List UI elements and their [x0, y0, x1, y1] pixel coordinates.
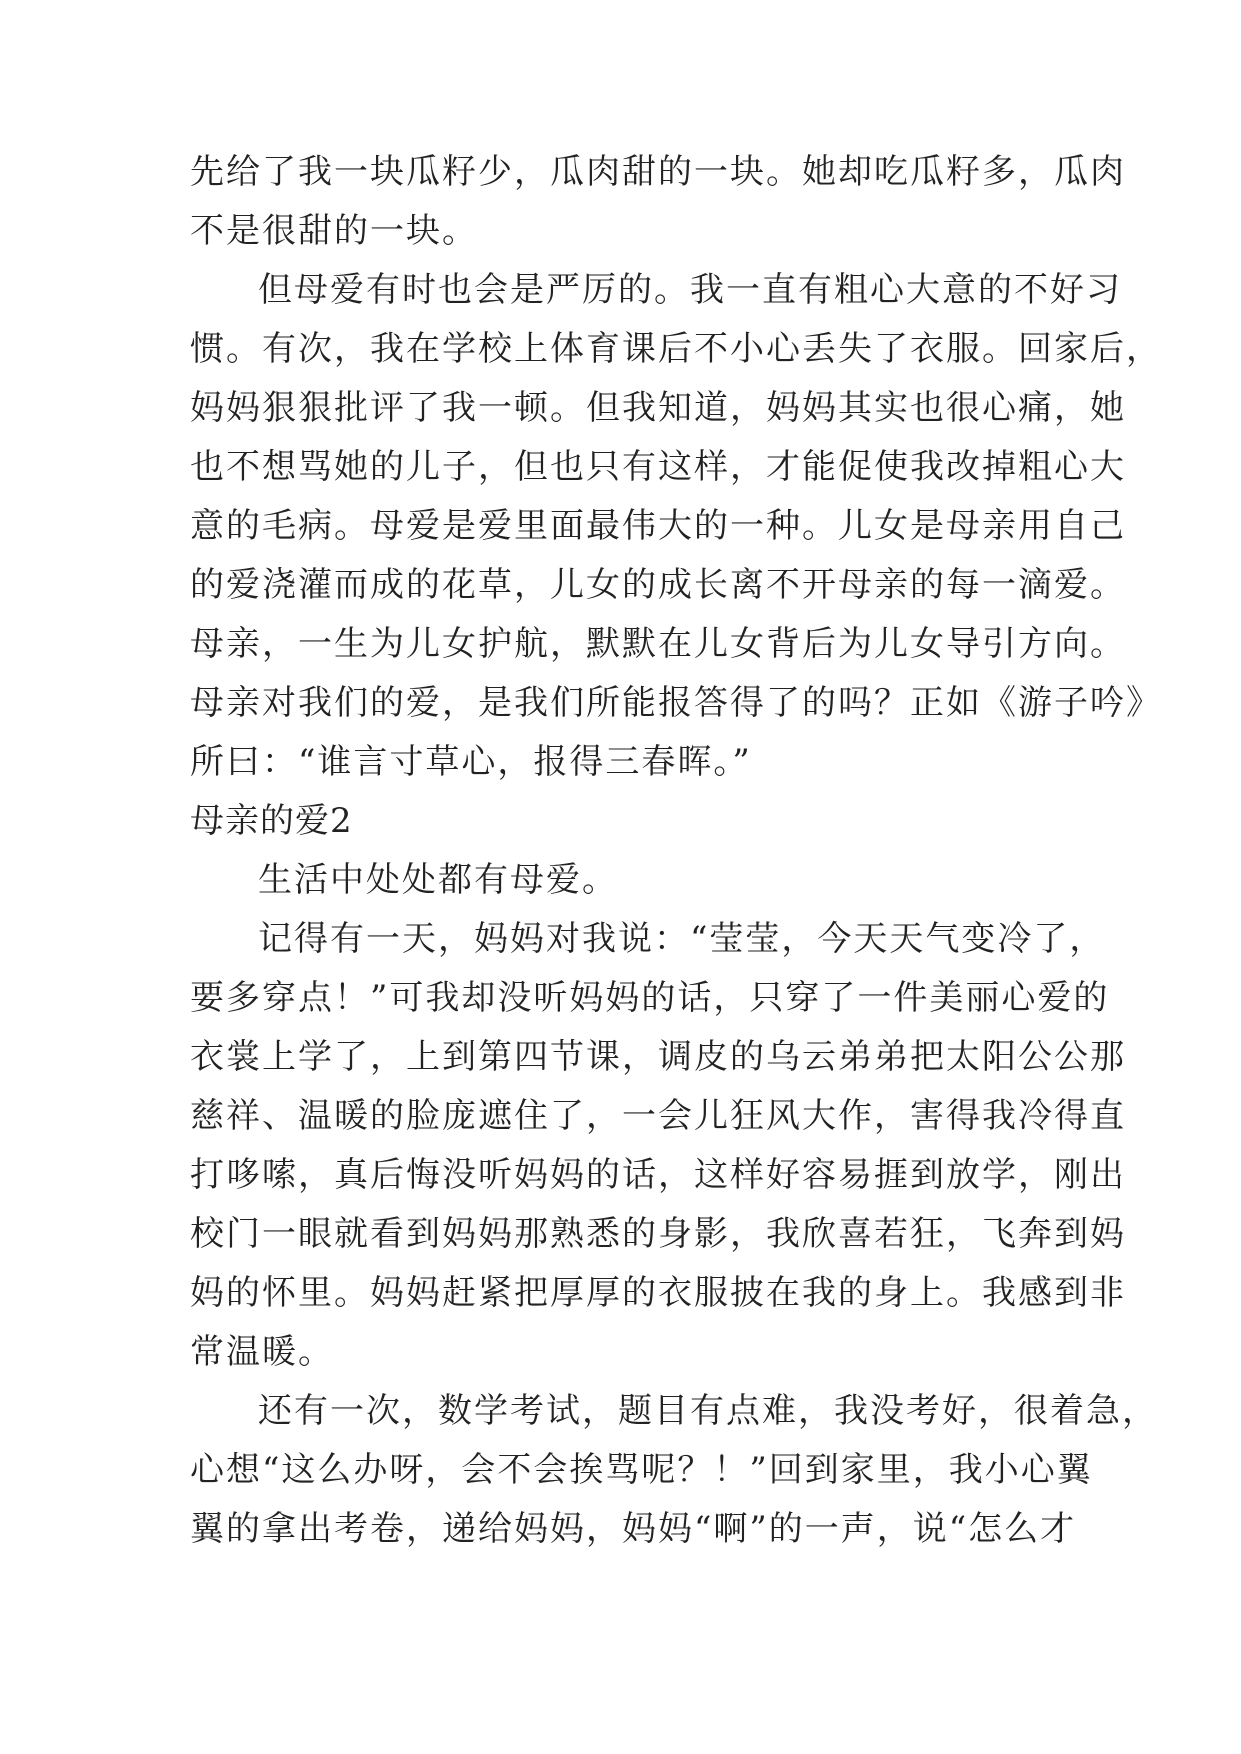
text-line: 妈的怀里。妈妈赶紧把厚厚的衣服披在我的身上。我感到非 [190, 1273, 1126, 1313]
text-line: 衣裳上学了，上到第四节课，调皮的乌云弟弟把太阳公公那 [190, 1037, 1126, 1077]
text-line: 先给了我一块瓜籽少，瓜肉甜的一块。她却吃瓜籽多，瓜肉 [190, 152, 1126, 192]
text-line: 妈妈狠狠批评了我一顿。但我知道，妈妈其实也很心痛，她 [190, 388, 1126, 428]
text-line: 意的毛病。母爱是爱里面最伟大的一种。儿女是母亲用自己 [190, 506, 1126, 546]
text-line: 心想“这么办呀，会不会挨骂呢？！”回到家里，我小心翼 [190, 1450, 1093, 1490]
text-line: 常温暖。 [190, 1332, 334, 1372]
text-line: 母亲，一生为儿女护航，默默在儿女背后为儿女导引方向。 [190, 624, 1126, 664]
text-line: 惯。有次，我在学校上体育课后不小心丢失了衣服。回家后， [190, 329, 1162, 369]
paragraph-start: 生活中处处都有母爱。 [258, 860, 618, 900]
section-heading: 母亲的爱2 [190, 801, 353, 841]
text-line: 的爱浇灌而成的花草，儿女的成长离不开母亲的每一滴爱。 [190, 565, 1126, 605]
paragraph-start: 记得有一天，妈妈对我说：“莹莹，今天天气变冷了， [258, 919, 1106, 959]
text-line: 所曰：“谁言寸草心，报得三春晖。” [190, 742, 752, 782]
text-line: 打哆嗦，真后悔没听妈妈的话，这样好容易捱到放学，刚出 [190, 1155, 1126, 1195]
text-line: 翼的拿出考卷，递给妈妈，妈妈“啊”的一声，说“怎么才 [190, 1509, 1077, 1549]
text-line: 母亲对我们的爱，是我们所能报答得了的吗？正如《游子吟》 [190, 683, 1162, 723]
text-line: 校门一眼就看到妈妈那熟悉的身影，我欣喜若狂，飞奔到妈 [190, 1214, 1126, 1254]
text-line: 不是很甜的一块。 [190, 211, 478, 251]
text-line: 要多穿点！”可我却没听妈妈的话，只穿了一件美丽心爱的 [190, 978, 1110, 1018]
text-line: 慈祥、温暖的脸庞遮住了，一会儿狂风大作，害得我冷得直 [190, 1096, 1126, 1136]
paragraph-start: 但母爱有时也会是严厉的。我一直有粗心大意的不好习 [258, 270, 1122, 310]
paragraph-start: 还有一次，数学考试，题目有点难，我没考好，很着急， [258, 1391, 1158, 1431]
text-line: 也不想骂她的儿子，但也只有这样，才能促使我改掉粗心大 [190, 447, 1126, 487]
